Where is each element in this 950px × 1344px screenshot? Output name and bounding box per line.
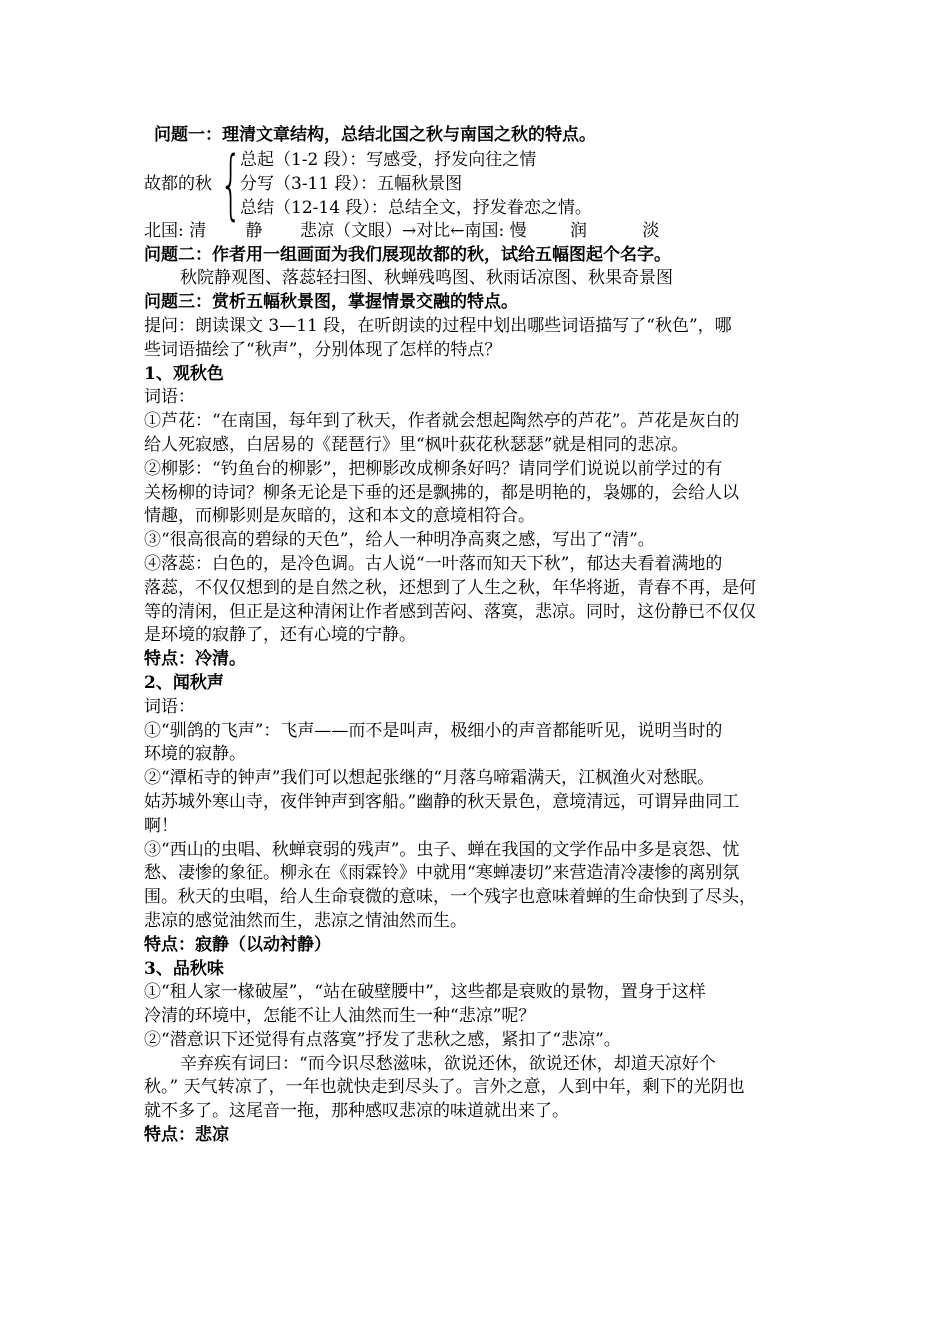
- prompt-line: 些词语描绘了“秋声”，分别体现了怎样的特点？: [144, 339, 502, 360]
- paragraph-line: ③“西山的虫唱、秋蝉衰弱的残声”。虫子、蝉在我国的文学作品中多是哀怨、忧: [144, 839, 740, 860]
- paragraph-line: 情趣，而柳影则是灰暗的，这和本文的意境相符合。: [144, 506, 535, 527]
- words-label: 词语：: [144, 387, 195, 408]
- contrast-north: 北国: 清: [144, 220, 207, 241]
- paragraph-line: 是环境的寂静了，还有心境的宁静。: [144, 625, 416, 646]
- paragraph-line: 愁、凄惨的象征。柳永在《雨霖铃》中就用“寒蝉凄切”来营造清冷凄惨的离别氛: [144, 863, 740, 884]
- structure-item: 总起（1-2 段）：写感受，抒发向往之情: [240, 149, 537, 170]
- paragraph-line: 秋。” 天气转凉了，一年也就快走到尽头了。言外之意，人到中年，剩下的光阴也: [144, 1077, 745, 1098]
- paragraph-line: ①芦花：“在南国，每年到了秋天，作者就会想起陶然亭的芦花”。芦花是灰白的: [144, 411, 740, 432]
- paragraph-line: 落蕊，不仅仅想到的是自然之秋，还想到了人生之秋，年华将逝，青春不再，是何: [144, 577, 756, 598]
- north-south-contrast: [144, 220, 814, 244]
- paragraph-line: 环境的寂静。: [144, 744, 246, 765]
- feature-line: 特点：冷清。: [144, 649, 246, 670]
- paragraph-line: 姑苏城外寒山寺，夜伴钟声到客船。”幽静的秋天景色，意境清远，可谓异曲同工: [144, 791, 740, 812]
- prompt-line: 提问：朗读课文 3—11 段，在听朗读的过程中划出哪些词语描写了“秋色”，哪: [144, 315, 732, 336]
- question-two-heading: 问题二：作者用一组画面为我们展现故都的秋，试给五幅图起个名字。: [144, 244, 671, 265]
- paragraph-line: 悲凉的感觉油然而生，悲凉之情油然而生。: [144, 910, 467, 931]
- words-label: 词语：: [144, 696, 195, 717]
- paragraph-line: 就不多了。这尾音一拖，那种感叹悲凉的味道就出来了。: [144, 1101, 569, 1122]
- section-title: 2、闻秋声: [144, 672, 224, 693]
- question-one-heading: 问题一：理清文章结构，总结北国之秋与南国之秋的特点。: [154, 125, 596, 145]
- paragraph-line: ②柳影：“钓鱼台的柳影”，把柳影改成柳条好吗？请同学们说说以前学过的有: [144, 458, 723, 479]
- contrast-word: 静: [245, 220, 263, 241]
- document-page: [144, 124, 814, 1148]
- paragraph-line: 冷清的环境中，怎能不让人油然而生一种“悲凉”呢？: [144, 1006, 536, 1027]
- paragraph-line: 关杨柳的诗词？柳条无论是下垂的还是飘拂的，都是明艳的，袅娜的，会给人以: [144, 482, 739, 503]
- paragraph-line: ①“驯鸽的飞声”：飞声——而不是叫声，极细小的声音都能听见，说明当时的: [144, 720, 723, 741]
- paragraph-line: ③“很高很高的碧绿的天色”，给人一种明净高爽之感，写出了“清”。: [144, 530, 655, 551]
- brace-icon: {: [220, 138, 242, 228]
- paragraph-line: ②“潜意识下还觉得有点落寞”抒发了悲秋之感，紧扣了“悲凉”。: [144, 1029, 621, 1050]
- question-two-answer: 秋院静观图、落蕊轻扫图、秋蝉残鸣图、秋雨话凉图、秋果奇景图: [180, 268, 673, 289]
- structure-outline: [144, 138, 814, 228]
- paragraph-line: ②“潭柘寺的钟声”我们可以想起张继的“月落乌啼霜满天，江枫渔火对愁眠。: [144, 768, 715, 789]
- contrast-middle: 悲凉（文眼）→对比←南国: 慢: [299, 220, 527, 241]
- paragraph-line: ①“租人家一椽破屋”，“站在破壁腰中”，这些都是衰败的景物，置身于这样: [144, 982, 706, 1003]
- contrast-word: 润: [569, 220, 587, 241]
- section-title: 1、观秋色: [144, 363, 224, 384]
- feature-line: 特点：寂静（以动衬静）: [144, 934, 331, 955]
- paragraph-line: ④落蕊：白色的，是冷色调。古人说“一叶落而知天下秋”，郁达夫看着满地的: [144, 553, 723, 574]
- paragraph-line: 给人死寂感，白居易的《琵琶行》里“枫叶荻花秋瑟瑟”就是相同的悲凉。: [144, 434, 689, 455]
- paragraph-line: 等的清闲，但正是这种清闲让作者感到苦闷、落寞，悲凉。同时，这份静已不仅仅: [144, 601, 756, 622]
- feature-line: 特点：悲凉: [144, 1125, 229, 1146]
- paragraph-line: 围。秋天的虫唱，给人生命衰微的意味，一个残字也意味着蝉的生命快到了尽头，: [144, 887, 756, 908]
- question-three-heading: 问题三：赏析五幅秋景图，掌握情景交融的特点。: [144, 292, 518, 313]
- structure-item: 分写（3-11 段）：五幅秋景图: [240, 173, 463, 194]
- paragraph-line: 啊！: [144, 815, 178, 836]
- structure-item: 总结（12-14 段）：总结全文，抒发眷恋之情。: [240, 197, 592, 218]
- section-title: 3、品秋味: [144, 958, 224, 979]
- structure-items: [240, 148, 592, 220]
- structure-label: 故都的秋: [144, 173, 212, 194]
- paragraph-line: 辛弃疾有词曰：“而今识尽愁滋味，欲说还休，欲说还休，却道天凉好个: [180, 1053, 716, 1074]
- contrast-word: 淡: [642, 220, 660, 241]
